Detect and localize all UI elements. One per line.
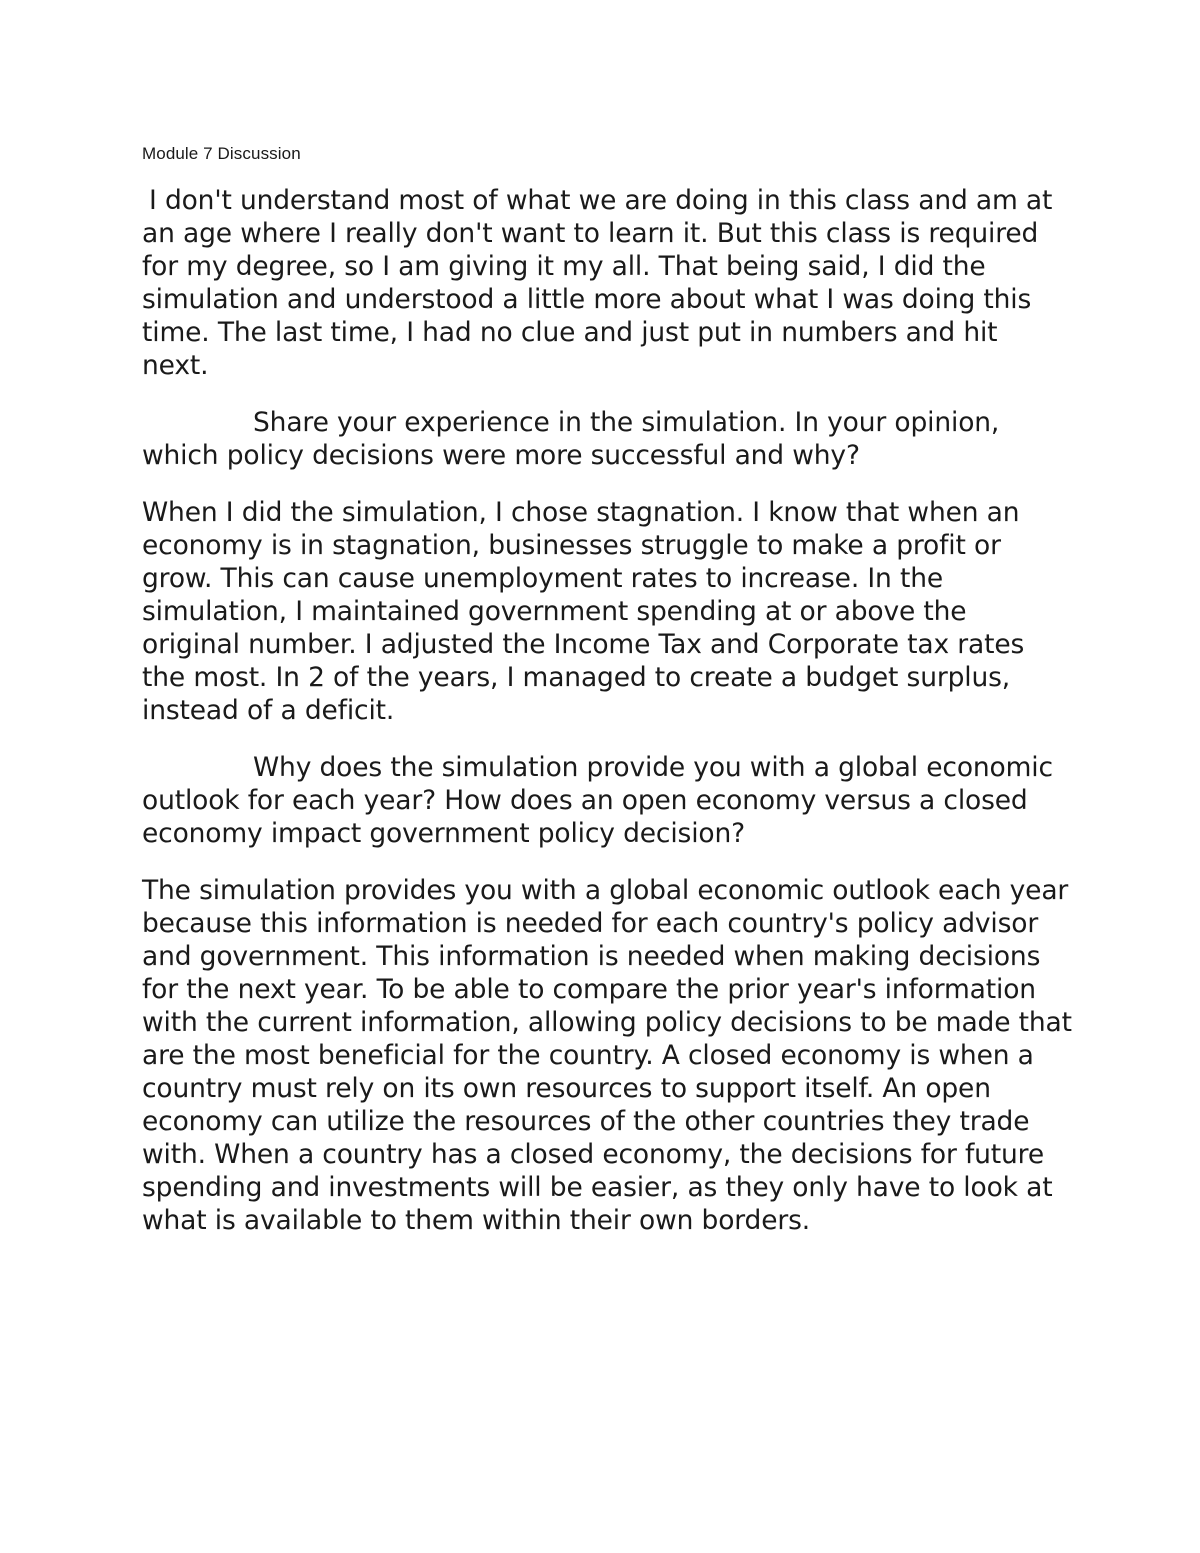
document-body	[142, 184, 1072, 1261]
paragraph-question-2: Why does the simulation provide you with a global economic outlook for each year? How does an open economy versus a closed economy impact government policy decision?	[142, 752, 1053, 849]
paragraph-response-1: When I did the simulation, I chose stagnation. I know that when an economy is in stagnation, businesses struggle to make a profit or grow. This can cause unemployment rates to increase. In the simulation, I maintained government spending at or above the original number. I adjusted the Income Tax and Corporate tax rates the most. In 2 of the years, I managed to create a budget surplus, instead of a deficit.	[142, 497, 1025, 726]
paragraph-question-1: Share your experience in the simulation. In your opinion, which policy decisions were more successful and why?	[142, 407, 1000, 471]
paragraph-response-2: The simulation provides you with a global economic outlook each year because this information is needed for each country's policy advisor and government. This information is needed when making decisions for the next year. To be able to compare the prior year's information with the current information, allowing policy decisions to be made that are the most beneficial for the country. A closed economy is when a country must rely on its own resources to support itself. An open economy can utilize the resources of the other countries they trade with. When a country has a closed economy, the decisions for future spending and investments will be easier, as they only have to look at what is available to them within their own borders.	[142, 875, 1072, 1236]
paragraph-intro-response: I don't understand most of what we are doing in this class and am at an age where I really don't want to learn it. But this class is required for my degree, so I am giving it my all. That being said, I did the simulation and understood a little more about what I was doing this time. The last time, I had no clue and just put in numbers and hit next.	[142, 185, 1053, 381]
document-header: Module 7 Discussion	[142, 144, 301, 163]
